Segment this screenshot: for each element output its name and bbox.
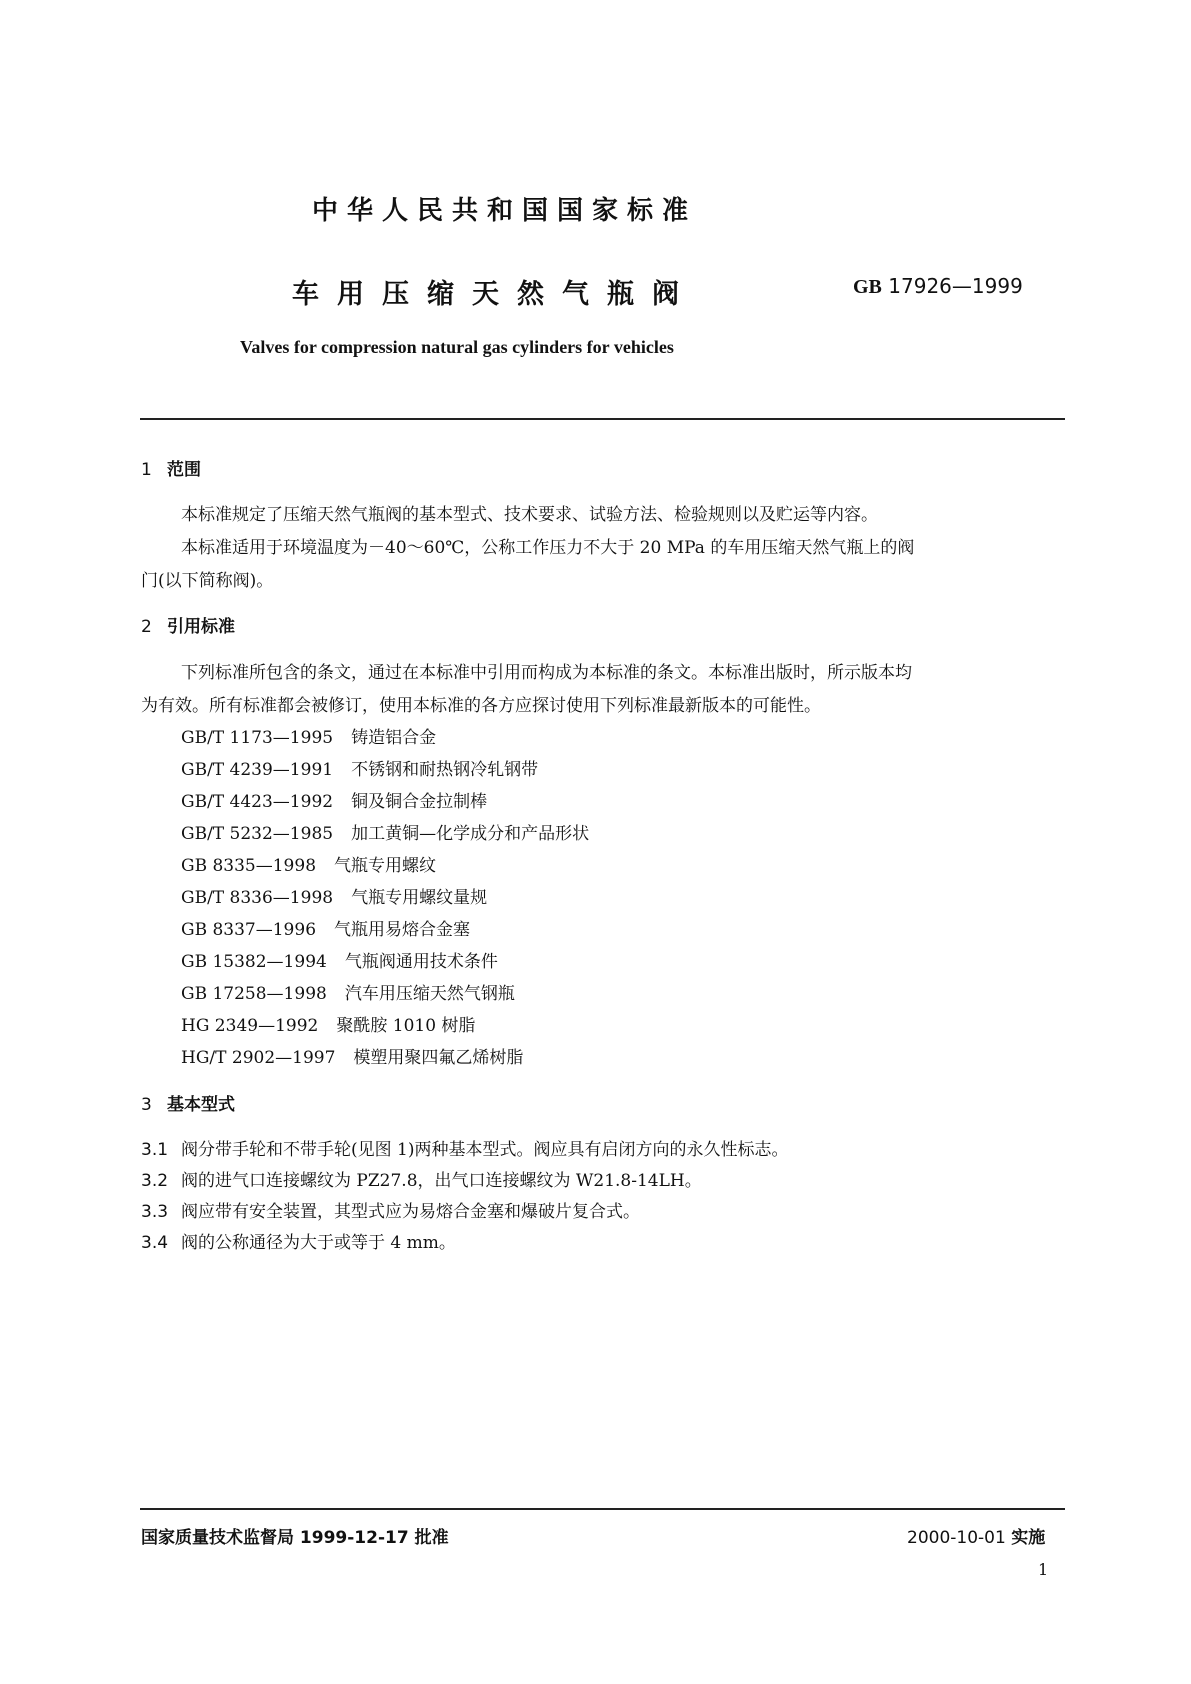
reference-title: 不锈钢和耐热钢冷轧钢带	[351, 760, 539, 780]
reference-title: 铜及铜合金拉制棒	[351, 792, 488, 812]
reference-code: GB/T 8336—1998	[181, 888, 334, 908]
reference-title: 模塑用聚四氟乙烯树脂	[353, 1048, 524, 1068]
reference-title: 气瓶阀通用技术条件	[344, 952, 498, 972]
implementation-line	[907, 1523, 1045, 1548]
reference-title: 汽车用压缩天然气钢瓶	[344, 984, 515, 1004]
paragraph: 本标准适用于环境温度为－40～60℃，公称工作压力不大于 20 MPa 的车用压缩天然气瓶上的阀	[181, 538, 915, 558]
implementation-label: 实施	[1011, 1528, 1046, 1548]
reference-title: 气瓶用易熔合金塞	[334, 920, 471, 940]
standard-organization: 中华人民共和国国家标准	[312, 196, 698, 226]
reference-code: HG 2349—1992	[181, 1016, 319, 1036]
reference-title: 聚酰胺 1010 树脂	[336, 1016, 476, 1036]
reference-item	[181, 1043, 523, 1068]
section-number: 1	[141, 460, 152, 480]
reference-item	[181, 723, 436, 748]
footer-divider	[140, 1508, 1065, 1510]
clause-number: 3.4	[141, 1233, 169, 1253]
reference-code: GB 17258—1998	[181, 984, 327, 1004]
clause-item	[141, 1197, 640, 1222]
standard-code	[853, 274, 1023, 299]
paragraph: 本标准规定了压缩天然气瓶阀的基本型式、技术要求、试验方法、检验规则以及贮运等内容。	[181, 505, 878, 525]
clause-item	[141, 1166, 702, 1191]
reference-title: 加工黄铜—化学成分和产品形状	[351, 824, 590, 844]
clause-item	[141, 1135, 788, 1160]
reference-code: HG/T 2902—1997	[181, 1048, 336, 1068]
section-title: 基本型式	[167, 1095, 235, 1115]
reference-code: GB/T 5232—1985	[181, 824, 334, 844]
reference-title: 气瓶专用螺纹量规	[351, 888, 488, 908]
standard-prefix: GB	[853, 276, 882, 298]
reference-item	[181, 787, 487, 812]
reference-code: GB 15382—1994	[181, 952, 327, 972]
section-number: 3	[141, 1095, 152, 1115]
section-title: 引用标准	[167, 617, 235, 637]
reference-item	[181, 1011, 475, 1036]
page-number: 1	[1038, 1560, 1049, 1579]
clause-text: 阀的进气口连接螺纹为 PZ27.8，出气口连接螺纹为 W21.8-14LH。	[181, 1171, 702, 1191]
reference-item	[181, 883, 487, 908]
section-number: 2	[141, 617, 152, 637]
reference-item	[181, 819, 589, 844]
section-heading-1	[141, 455, 201, 480]
clause-item	[141, 1228, 456, 1253]
reference-item	[181, 979, 515, 1004]
section-title: 范围	[167, 460, 201, 480]
clause-text: 阀的公称通径为大于或等于 4 mm。	[181, 1233, 456, 1253]
reference-item	[181, 947, 498, 972]
implementation-date: 2000-10-01	[907, 1528, 1006, 1548]
section-heading-2	[141, 612, 235, 637]
reference-code: GB/T 4423—1992	[181, 792, 334, 812]
header-divider	[140, 418, 1065, 420]
reference-item	[181, 915, 470, 940]
section-heading-3	[141, 1090, 235, 1115]
reference-code: GB/T 4239—1991	[181, 760, 334, 780]
clause-text: 阀分带手轮和不带手轮(见图 1)两种基本型式。阀应具有启闭方向的永久性标志。	[181, 1140, 789, 1160]
reference-title: 铸造铝合金	[351, 728, 437, 748]
reference-item	[181, 755, 538, 780]
reference-code: GB/T 1173—1995	[181, 728, 334, 748]
english-title: Valves for compression natural gas cylinders for vehicles	[240, 337, 674, 357]
clause-number: 3.3	[141, 1202, 169, 1222]
clause-number: 3.2	[141, 1171, 169, 1191]
reference-code: GB 8337—1996	[181, 920, 317, 940]
paragraph-continuation: 门(以下简称阀)。	[141, 571, 274, 591]
approval-line: 国家质量技术监督局 1999-12-17 批准	[141, 1528, 449, 1548]
reference-item	[181, 851, 436, 876]
paragraph-continuation: 为有效。所有标准都会被修订，使用本标准的各方应探讨使用下列标准最新版本的可能性。	[141, 696, 821, 716]
paragraph: 下列标准所包含的条文，通过在本标准中引用而构成为本标准的条文。本标准出版时，所示版本均	[181, 663, 912, 683]
clause-number: 3.1	[141, 1140, 169, 1160]
clause-text: 阀应带有安全装置，其型式应为易熔合金塞和爆破片复合式。	[181, 1202, 640, 1222]
document-title: 车用压缩天然气瓶阀	[292, 279, 697, 310]
standard-number: 17926—1999	[888, 274, 1023, 298]
reference-code: GB 8335—1998	[181, 856, 317, 876]
reference-title: 气瓶专用螺纹	[334, 856, 437, 876]
